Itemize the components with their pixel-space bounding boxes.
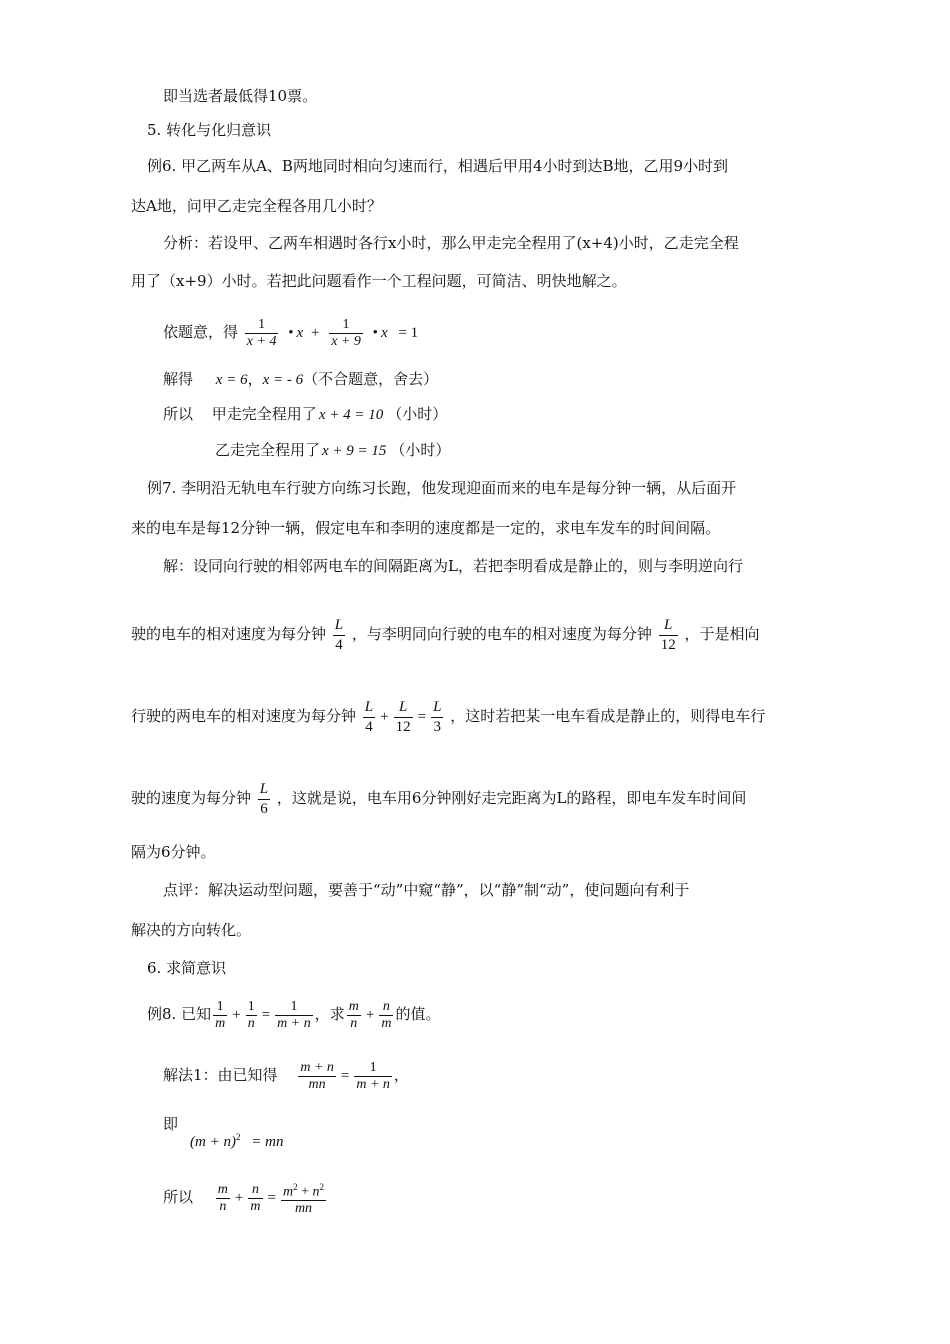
example-6-line-2: 达A地，问甲乙走完全程各用几小时？: [131, 197, 382, 215]
example-8-line: [147, 994, 440, 1034]
numerator: L: [258, 780, 270, 800]
numerator: L: [659, 616, 678, 636]
text-segment: 的值。: [395, 1005, 441, 1023]
text-segment: ，与李明同向行驶的电车的相对速度为每分钟: [351, 625, 652, 643]
text-segment: ，求: [314, 1005, 345, 1023]
root-positive: x = 6: [215, 372, 248, 388]
equals-mn: = mn: [251, 1134, 284, 1150]
fraction: [333, 616, 345, 655]
method-1-line: [163, 1053, 409, 1097]
section-heading: 5. 转化与化归意识: [147, 121, 272, 139]
denominator: n: [219, 1198, 227, 1214]
denominator: m + n: [356, 1076, 390, 1092]
numerator: 1: [213, 999, 227, 1016]
plus-operator: +: [234, 1190, 244, 1206]
numerator: 1: [275, 999, 313, 1016]
example-7-line-2: 来的电车是每12分钟一辆，假定电车和李明的速度都是一定的，求电车发车的时间间隔。: [131, 519, 721, 537]
solution-7-line-2: [131, 612, 760, 656]
review-line-1: 点评：解决运动型问题，要善于“动”中窥“静”，以“静”制“动”，使问题向有利于: [163, 881, 690, 899]
square-equation: [190, 1127, 283, 1152]
fraction: [245, 317, 279, 350]
solution-note: （不合题意，舍去）: [303, 370, 439, 388]
variable: x: [380, 325, 388, 341]
solution-7-line-5: 隔为6分钟。: [131, 843, 216, 861]
answer-a-expr: x + 4 = 10: [318, 407, 384, 423]
answer-b-expr: x + 9 = 15: [322, 443, 387, 459]
fraction: [431, 698, 443, 737]
denominator: mn: [308, 1076, 326, 1092]
text-segment: 驶的电车的相对速度为每分钟: [131, 625, 327, 643]
solution-7-line-4: [131, 776, 746, 820]
denominator: m: [215, 1015, 226, 1031]
denominator: 4: [335, 636, 343, 653]
denominator: 4: [365, 718, 373, 735]
answer-a-label: 甲走完全程用了: [211, 405, 317, 423]
dot-operator: •: [288, 325, 294, 341]
analysis-line-1: 分析：若设甲、乙两车相遇时各行x小时，那么甲走完全程用了(x+4)小时，乙走完全程: [163, 234, 739, 252]
fraction: [354, 1060, 392, 1093]
example-7-line-1: 例7. 李明沿无轨电车行驶方向练习长跑，他发现迎面而来的电车是每分钟一辆，从后面开: [147, 479, 737, 497]
numerator: m: [348, 998, 359, 1014]
text-line: 即当选者最低得10票。: [163, 87, 318, 105]
denominator: 3: [433, 718, 441, 735]
hours-unit: （小时）: [390, 441, 451, 459]
fraction: [394, 698, 413, 737]
fraction: [379, 999, 393, 1032]
numerator: 1: [354, 1060, 392, 1077]
text-segment: 行驶的两电车的相对速度为每分钟: [131, 707, 357, 725]
numerator: L: [333, 616, 345, 636]
equals-operator: =: [261, 1007, 271, 1023]
dot-operator: •: [372, 325, 378, 341]
fraction: [329, 317, 363, 350]
plus-operator: +: [232, 1007, 241, 1023]
numerator: n: [248, 1182, 262, 1199]
hours-unit: （小时）: [387, 405, 448, 423]
equation-prefix: 依题意，得: [163, 323, 239, 341]
fraction: [213, 999, 227, 1032]
denominator: x + 4: [246, 333, 277, 349]
equals-one: = 1: [398, 325, 419, 341]
solution-line: [163, 369, 438, 390]
numerator: 1: [329, 317, 363, 334]
denominator: m + n: [277, 1015, 311, 1031]
fraction: [248, 1182, 262, 1215]
fraction: [216, 1182, 230, 1215]
denominator: mn: [294, 1201, 313, 1217]
text-segment: ，于是相向: [684, 625, 760, 643]
denominator: 12: [660, 636, 676, 653]
text-segment: 所以: [163, 1188, 194, 1206]
final-line: [163, 1175, 328, 1219]
denominator: x + 9: [331, 333, 361, 349]
text-segment: ，这就是说，电车用6分钟刚好走完距离为L的路程，即电车发车时间间: [276, 789, 747, 807]
denominator: m: [381, 1015, 392, 1031]
term: m: [282, 1184, 294, 1200]
plus-operator: +: [301, 1184, 310, 1200]
solution-prefix: 解得: [163, 370, 194, 388]
paren-expr: (m + n): [190, 1134, 236, 1150]
numerator: m: [217, 1181, 228, 1197]
answer-line-a: [163, 404, 447, 425]
equation-line: [163, 312, 418, 352]
numerator: L: [363, 698, 375, 718]
text-segment: 例8. 已知: [147, 1005, 212, 1023]
text-segment: 解法1：由已知得: [163, 1066, 278, 1084]
example-6-line-1: 例6. 甲乙两车从A、B两地同时相向匀速而行，相遇后甲用4小时到达B地，乙用9小时到: [147, 157, 729, 175]
exponent: 2: [319, 1181, 325, 1192]
fraction: [363, 698, 375, 737]
answer-b-label: 乙走完全程用了: [215, 441, 321, 459]
root-negative: x = - 6: [262, 372, 304, 388]
fraction: [281, 1179, 326, 1218]
comma: ，: [247, 370, 263, 388]
numerator: L: [431, 698, 443, 718]
text-segment: 驶的速度为每分钟: [131, 789, 252, 807]
ji-label: 即: [163, 1115, 179, 1133]
solution-7-line-3: [131, 694, 765, 738]
equals-operator: =: [340, 1068, 350, 1084]
numerator: 1: [247, 998, 255, 1014]
exponent: 2: [293, 1181, 298, 1192]
plus-operator: +: [380, 709, 389, 725]
denominator: 12: [395, 718, 411, 735]
review-line-2: 解决的方向转化。: [131, 921, 252, 939]
so-prefix: 所以: [163, 405, 194, 423]
equals-operator: =: [417, 709, 427, 725]
analysis-line-2: 用了（x+9）小时。若把此问题看作一个工程问题，可简洁、明快地解之。: [131, 272, 627, 290]
section-heading: 6. 求简意识: [147, 959, 227, 977]
fraction: [246, 999, 257, 1032]
numerator: 1: [245, 317, 279, 334]
denominator: n: [350, 1015, 358, 1031]
plus-operator: +: [365, 1007, 375, 1023]
term: n: [312, 1184, 320, 1200]
exponent: 2: [235, 1132, 241, 1142]
numerator: [281, 1179, 326, 1202]
denominator: 6: [260, 800, 268, 817]
equals-operator: =: [267, 1190, 276, 1206]
comma: ，: [393, 1066, 409, 1084]
solution-7-line-1: 解：设同向行驶的相邻两电车的间隔距离为L，若把李明看成是静止的，则与李明逆向行: [163, 557, 743, 575]
numerator: L: [394, 698, 413, 718]
fraction: [275, 999, 313, 1032]
answer-line-b: [215, 440, 450, 461]
text-segment: ，这时若把某一电车看成是静止的，则得电车行: [450, 707, 766, 725]
fraction: [258, 780, 270, 819]
denominator: n: [247, 1015, 255, 1031]
denominator: m: [250, 1198, 261, 1214]
fraction: [298, 1060, 336, 1093]
numerator: n: [379, 999, 393, 1016]
plus-operator: +: [310, 325, 320, 341]
fraction: [659, 616, 678, 655]
variable: x: [296, 325, 304, 341]
fraction: [347, 999, 361, 1032]
numerator: m + n: [300, 1059, 334, 1075]
